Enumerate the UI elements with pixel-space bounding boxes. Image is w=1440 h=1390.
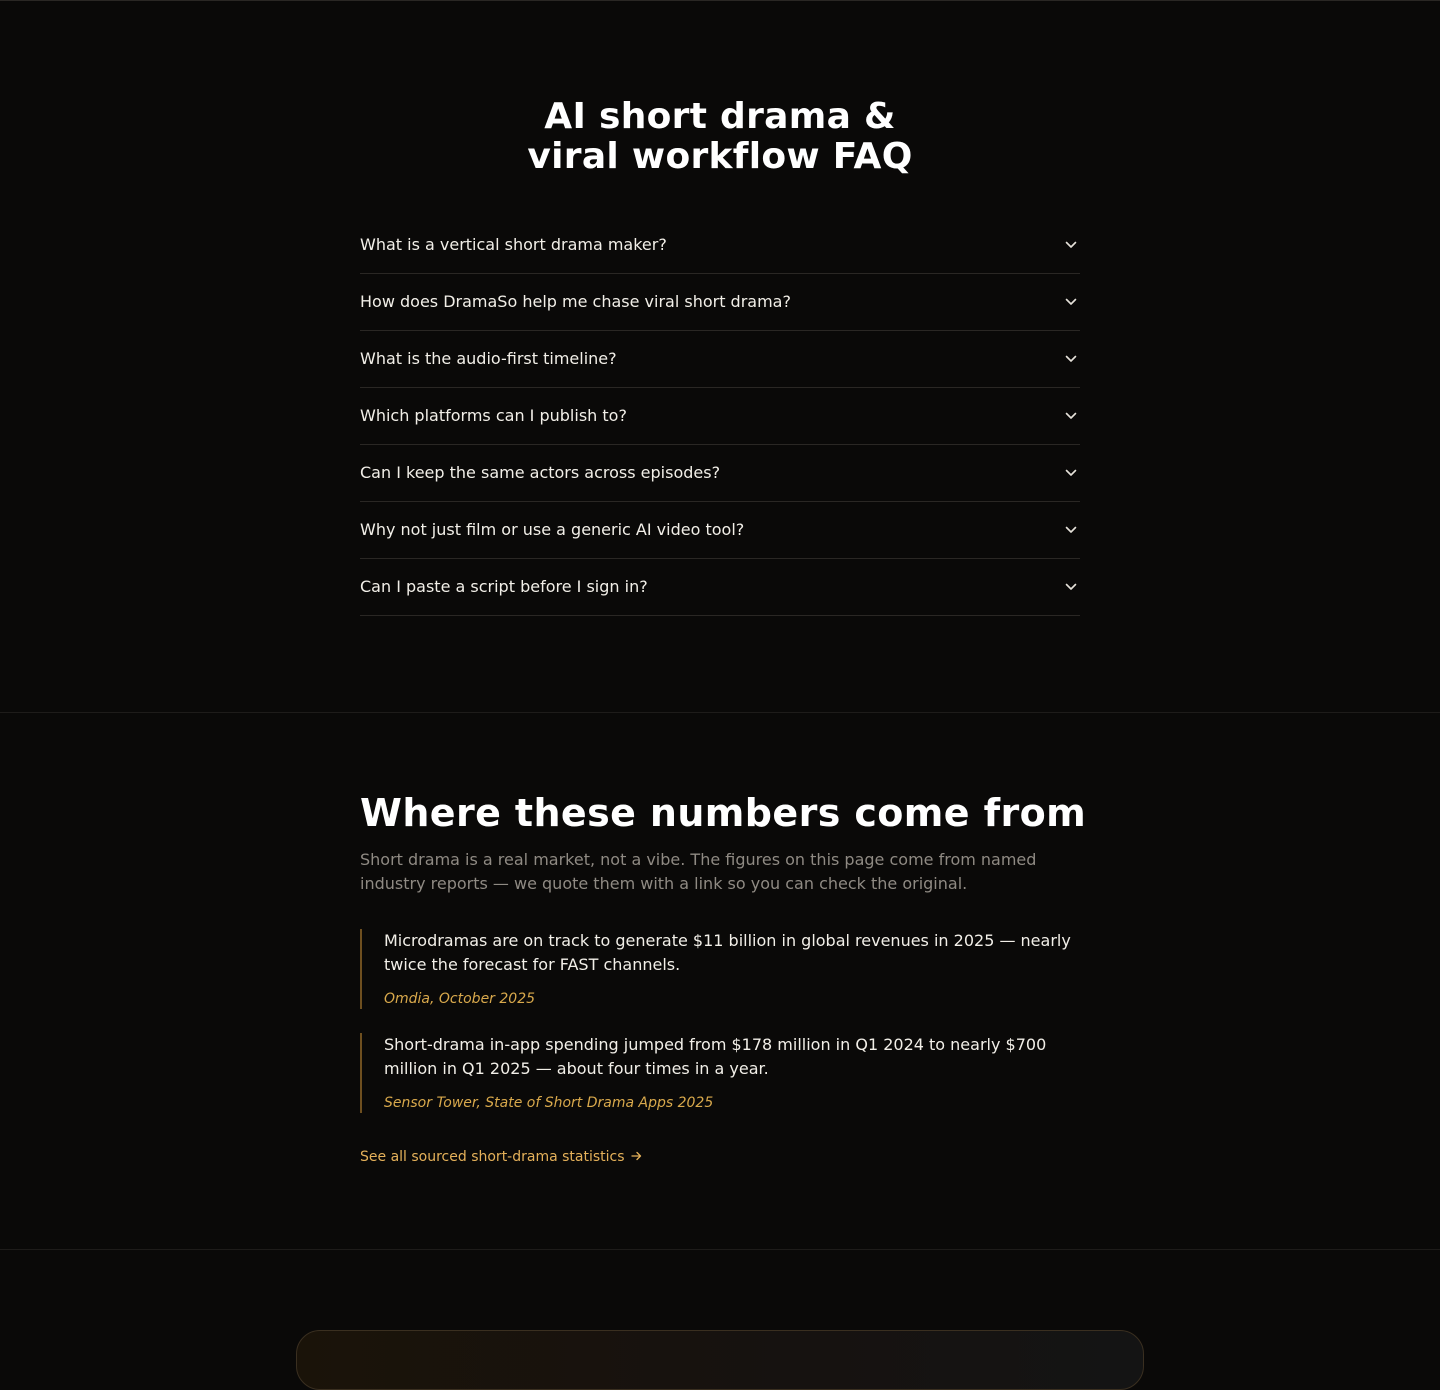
- faq-question: Which platforms can I publish to?: [360, 406, 627, 425]
- chevron-down-icon: [1064, 409, 1078, 423]
- chevron-down-icon: [1064, 352, 1078, 366]
- faq-item[interactable]: [360, 217, 1080, 274]
- faq-question: Can I paste a script before I sign in?: [360, 577, 648, 596]
- faq-question: Can I keep the same actors across episodes?: [360, 463, 721, 482]
- faq-item[interactable]: [360, 331, 1080, 388]
- faq-question: What is a vertical short drama maker?: [360, 235, 667, 254]
- sources-section: [0, 713, 1440, 1250]
- chevron-down-icon: [1064, 580, 1078, 594]
- faq-title: [0, 97, 1440, 177]
- faq-question: Why not just film or use a generic AI video tool?: [360, 520, 745, 539]
- quote-text: Microdramas are on track to generate $11 billion in global revenues in 2025 — nearly twice the forecast for FAST channels.: [384, 931, 1071, 974]
- sources-intro: Short drama is a real market, not a vibe. The figures on this page come from named industry reports — we quote them with a link so you can check the original.: [360, 850, 1037, 893]
- faq-question: How does DramaSo help me chase viral short drama?: [360, 292, 791, 311]
- faq-list: [360, 217, 1080, 616]
- faq-title-line-1: AI short drama &: [544, 96, 896, 137]
- see-all-label: See all sourced short-drama statistics: [360, 1149, 625, 1165]
- quote-citation: Sensor Tower, State of Short Drama Apps 2025: [384, 1095, 714, 1111]
- faq-item[interactable]: [360, 445, 1080, 502]
- faq-section: [0, 1, 1440, 713]
- faq-title-line-2: viral workflow FAQ: [527, 136, 913, 177]
- see-all-statistics-link[interactable]: [360, 1148, 642, 1166]
- source-quote: [360, 929, 1080, 1009]
- quote-citation: Omdia, October 2025: [384, 991, 536, 1007]
- faq-question: What is the audio-first timeline?: [360, 349, 617, 368]
- chevron-down-icon: [1064, 238, 1078, 252]
- chevron-down-icon: [1064, 295, 1078, 309]
- faq-item[interactable]: [360, 388, 1080, 445]
- faq-item[interactable]: [360, 559, 1080, 616]
- chevron-down-icon: [1064, 466, 1078, 480]
- chevron-down-icon: [1064, 523, 1078, 537]
- faq-item[interactable]: [360, 274, 1080, 331]
- quote-text: Short-drama in-app spending jumped from $178 million in Q1 2024 to nearly $700 million in Q1 2025 — about four times in a year.: [384, 1035, 1047, 1078]
- source-quote: [360, 1033, 1080, 1113]
- sources-title: Where these numbers come from: [360, 791, 1087, 835]
- arrow-right-icon: [631, 1148, 642, 1166]
- cta-card: [296, 1330, 1144, 1390]
- faq-item[interactable]: [360, 502, 1080, 559]
